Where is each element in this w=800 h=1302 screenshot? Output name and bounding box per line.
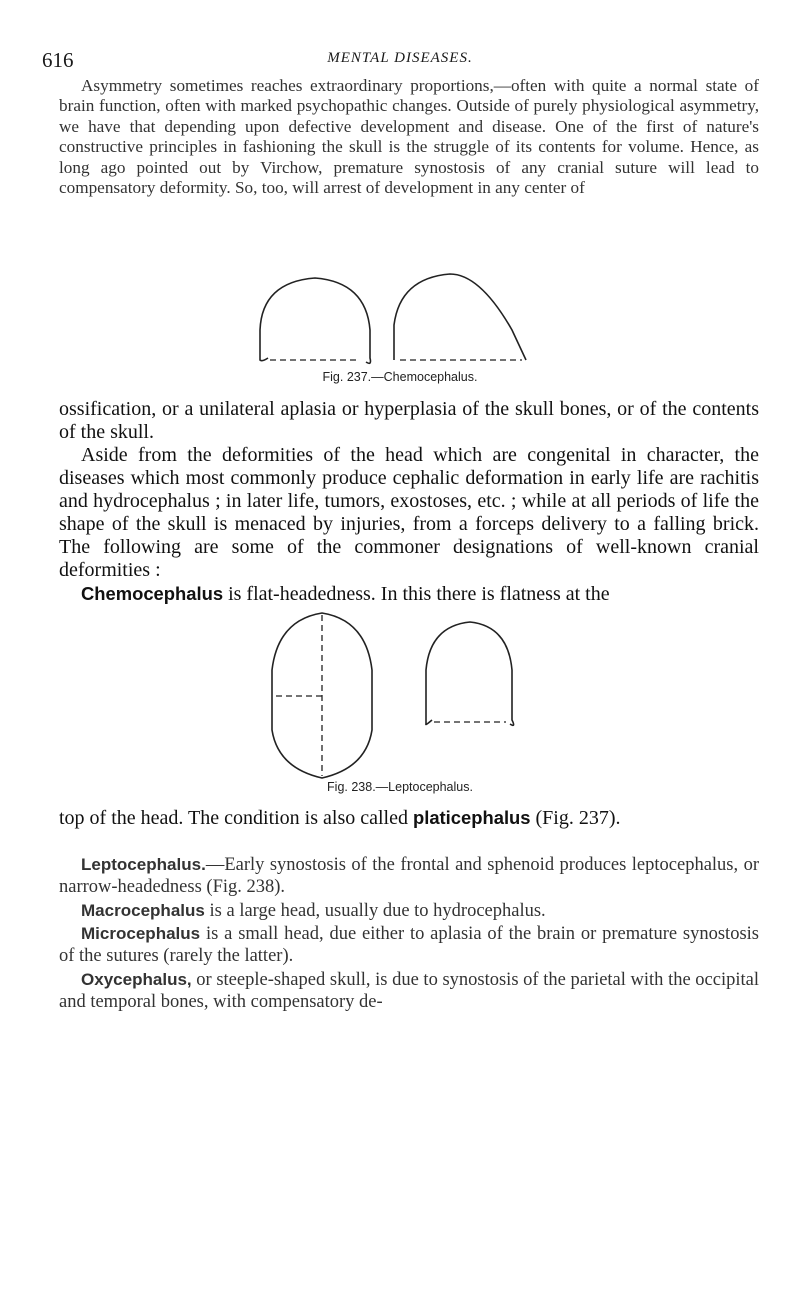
skull-outline-left [260, 278, 371, 363]
skull-outline-right [394, 274, 526, 360]
paragraph-macrocephalus: Macrocephalus is a large head, usually due to hydrocephalus. [81, 901, 546, 921]
paragraph-microcephalus: Microcephalus is a small head, due either to aplasia of the brain or premature synostosis of the sutures (rarely the latter). [59, 924, 759, 966]
running-title: MENTAL DISEASES. [327, 50, 473, 66]
paragraph-deformities: Aside from the deformities of the head which are congenital in character, the diseases which most commonly produce cephalic deformation in early life are rachitis and hydrocephalus ; in later life, tumors, exostoses, etc. ; while at all periods of life the shape of the skull is menaced by injuries, from a forceps delivery to a falling brick. The following are some of the commoner designations of well-known cranial deformities : [59, 444, 759, 581]
figure-238-caption: Fig. 238.—Leptocephalus. [327, 780, 473, 794]
term-oxycephalus: Oxycephalus, [81, 970, 192, 989]
figure-237-chemocephalus [0, 270, 800, 380]
page-number: 616 [42, 48, 74, 72]
figure-237-caption: Fig. 237.—Chemocephalus. [322, 370, 478, 384]
skull-outline-right [426, 622, 514, 725]
paragraph-leptocephalus: Leptocephalus.—Early synostosis of the frontal and sphenoid produces leptocephalus, or narrow-headedness (Fig. 238). [59, 855, 759, 897]
skull-outline-left [272, 613, 372, 778]
paragraph-asymmetry: Asymmetry sometimes reaches extraordinary proportions,—often with quite a normal state of brain function, often with marked psychopathic changes. Outside of purely physiological asymmetry, we have that depending upon defective development and disease. One of the first of nature's constructive principles in fashioning the skull is the struggle of its contents for volume. Hence, as long ago pointed out by Virchow, premature synostosis of any cranial suture will lead to compensatory deformity. So, too, will arrest of development in any center of [59, 76, 759, 198]
paragraph-chemocephalus: Chemocephalus is flat-headedness. In this there is flatness at the [81, 583, 610, 605]
term-chemocephalus: Chemocephalus [81, 583, 224, 604]
term-macrocephalus: Macrocephalus [81, 901, 205, 920]
paragraph-oxycephalus: Oxycephalus, or steeple-shaped skull, is due to synostosis of the parietal with the occipital and temporal bones, with compensatory de- [59, 970, 759, 1012]
term-platicephalus: platicephalus [412, 807, 531, 828]
paragraph-platicephalus: top of the head. The condition is also called platicephalus (Fig. 237). [59, 807, 621, 829]
term-microcephalus: Microcephalus [81, 924, 201, 943]
figure-238-leptocephalus [0, 610, 800, 780]
paragraph-ossification: ossification, or a unilateral aplasia or hyperplasia of the skull bones, or of the contents of the skull. [59, 398, 759, 443]
term-leptocephalus: Leptocephalus. [81, 855, 206, 874]
